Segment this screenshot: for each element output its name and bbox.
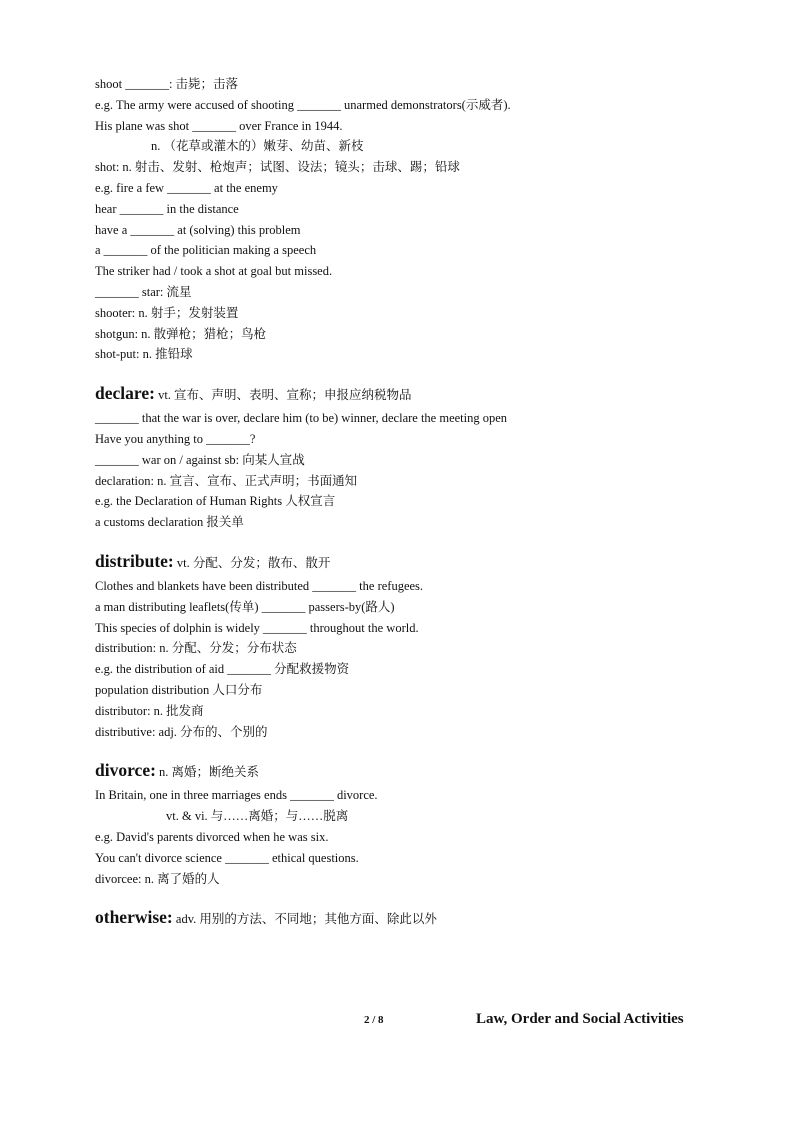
entry-heading	[95, 378, 735, 408]
text-line: distributor: n. 批发商	[95, 703, 204, 718]
text-line: hear _______ in the distance	[95, 201, 239, 216]
text-line: You can't divorce science _______ ethical questions.	[95, 850, 359, 865]
page-footer	[0, 1011, 794, 1033]
declare-section	[95, 378, 735, 533]
text-line: In Britain, one in three marriages ends _______ divorce.	[95, 788, 378, 803]
text-line: n. （花草或灌木的）嫩芽、幼苗、新枝	[151, 139, 364, 154]
text-line: _______ star: 流星	[95, 284, 192, 299]
text-line: shoot _______: 击毙；击落	[95, 77, 239, 91]
entry-heading	[95, 546, 735, 576]
text-line: e.g. the distribution of aid _______ 分配救援物资	[95, 662, 350, 677]
text-line: shooter: n. 射手；发射装置	[95, 305, 239, 320]
text-line: shotgun: n. 散弹枪；猎枪；鸟枪	[95, 326, 267, 341]
entry-heading	[95, 902, 735, 932]
text-line: distributive: adj. 分布的、个别的	[95, 724, 268, 739]
headword-definition: vt. 宣布、声明、表明、宣称；申报应纳税物品	[154, 388, 412, 403]
text-line: have a _______ at (solving) this problem	[95, 222, 301, 237]
footer-title: Law, Order and Social Activities	[476, 1011, 684, 1027]
text-line: shot-put: n. 推铅球	[95, 347, 193, 362]
text-line: vt. & vi. 与……离婚；与……脱离	[166, 809, 349, 824]
headword: distribute:	[95, 550, 174, 571]
otherwise-section	[95, 902, 735, 932]
text-line: e.g. The army were accused of shooting _______ unarmed demonstrators(示威者).	[95, 97, 511, 112]
text-line: Clothes and blankets have been distributed _______ the refugees.	[95, 578, 424, 593]
headword: otherwise:	[95, 907, 173, 928]
text-line: e.g. the Declaration of Human Rights 人权宣言	[95, 494, 336, 509]
entry-heading	[95, 755, 735, 785]
distribute-section	[95, 546, 735, 742]
headword-definition: vt. 分配、分发；散布、散开	[173, 555, 331, 570]
text-line: This species of dolphin is widely _______ throughout the world.	[95, 620, 419, 635]
text-line: _______ war on / against sb: 向某人宣战	[95, 452, 305, 467]
headword: divorce:	[95, 760, 156, 781]
headword-definition: adv. 用别的方法、不同地；其他方面、除此以外	[172, 912, 437, 927]
text-line: e.g. fire a few _______ at the enemy	[95, 180, 278, 195]
divorce-section	[95, 755, 735, 889]
text-line: divorcee: n. 离了婚的人	[95, 871, 220, 886]
text-line: a man distributing leaflets(传单) _______ passers-by(路人)	[95, 599, 395, 614]
headword-definition: n. 离婚；断绝关系	[155, 765, 260, 780]
text-line: e.g. David's parents divorced when he was six.	[95, 829, 329, 844]
text-line: a customs declaration 报关单	[95, 515, 244, 530]
text-line: shot: n. 射击、发射、枪炮声；试图、设法；镜头；击球、踢；铅球	[95, 160, 460, 175]
headword: declare:	[95, 383, 155, 404]
document-body	[95, 74, 735, 932]
text-line: _______ that the war is over, declare him (to be) winner, declare the meeting open	[95, 411, 508, 426]
shoot-section	[95, 74, 735, 365]
text-line: population distribution 人口分布	[95, 682, 263, 697]
text-line: His plane was shot _______ over France in 1944.	[95, 118, 343, 133]
page-number: 2 / 8	[364, 1014, 384, 1026]
text-line: declaration: n. 宣言、宣布、正式声明；书面通知	[95, 473, 358, 488]
text-line: The striker had / took a shot at goal but missed.	[95, 264, 333, 279]
text-line: distribution: n. 分配、分发；分布状态	[95, 641, 297, 656]
text-line: a _______ of the politician making a speech	[95, 243, 317, 258]
text-line: Have you anything to _______?	[95, 431, 256, 446]
